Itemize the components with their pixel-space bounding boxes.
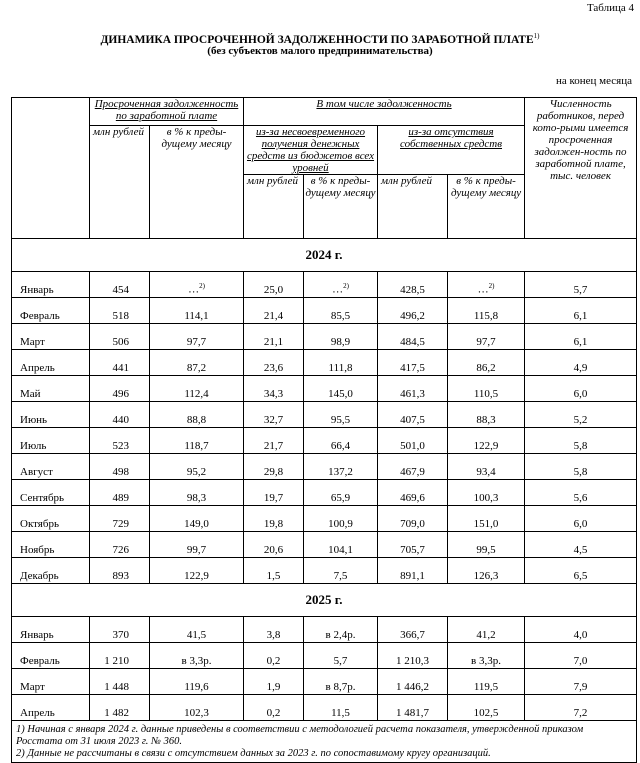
cell-value: 5,8 [573, 440, 588, 452]
table-row [12, 532, 637, 558]
cell-v2 [150, 376, 244, 402]
cell-v6 [448, 376, 525, 402]
cell-v2 [150, 298, 244, 324]
cell-v4 [304, 272, 378, 298]
cell-value: 11,5 [331, 707, 350, 719]
footnote: 2) Данные не рассчитаны в связи с отсутствием данных за 2023 г. по сопоставимому кругу организаций. [16, 748, 491, 759]
cell-v4 [304, 558, 378, 584]
cell-value: 5,6 [573, 492, 588, 504]
header-workers: Численность работников, перед кото-рыми имеется просроченная задолжен-ность по заработной плате, тыс. человек [525, 98, 637, 239]
row-month [12, 617, 90, 643]
cell-value: 407,5 [400, 414, 425, 426]
cell-v7 [525, 532, 637, 558]
cell-value: 118,7 [184, 440, 209, 452]
cell-value: 114,1 [184, 310, 209, 322]
table-row [12, 558, 637, 584]
cell-v2 [150, 695, 244, 721]
cell-v2 [150, 272, 244, 298]
cell-value: 370 [112, 629, 129, 641]
cell-v2 [150, 643, 244, 669]
cell-v6 [448, 695, 525, 721]
cell-value: 97,7 [186, 336, 207, 348]
table-title: ДИНАМИКА ПРОСРОЧЕННОЙ ЗАДОЛЖЕННОСТИ ПО ЗАРАБОТНОЙ ПЛАТЕ$^{1)}$ [100, 32, 540, 46]
cell-value: 3,8 [266, 629, 281, 641]
cell-v2 [150, 402, 244, 428]
cell-value: 518 [112, 310, 129, 322]
cell-v2 [150, 350, 244, 376]
cell-value: 21,7 [263, 440, 284, 452]
cell-value: 0,2 [266, 655, 281, 667]
cell-value: 102,3 [184, 707, 209, 719]
cell-v7 [525, 454, 637, 480]
cell-value: 20,6 [263, 544, 284, 556]
cell-value: Декабрь [20, 570, 59, 582]
cell-value: 6,1 [573, 310, 588, 322]
cell-value: 97,7 [476, 336, 496, 348]
row-month [12, 558, 90, 584]
cell-value: 126,3 [473, 570, 499, 582]
cell-value: Апрель [20, 362, 55, 374]
table-row [12, 617, 637, 643]
cell-v3 [244, 376, 304, 402]
header-mln-own: млн рублей [378, 175, 448, 239]
cell-v6 [448, 669, 525, 695]
table-row [12, 402, 637, 428]
year-header: 2024 г. [12, 239, 637, 272]
cell-value: 729 [112, 518, 129, 530]
row-month [12, 402, 90, 428]
cell-value: Ноябрь [20, 544, 55, 556]
cell-v4 [304, 376, 378, 402]
cell-value: 498 [112, 466, 129, 478]
cell-value: 467,9 [400, 466, 425, 478]
cell-v6 [448, 350, 525, 376]
row-month [12, 298, 90, 324]
cell-value: 122,9 [473, 440, 499, 452]
cell-v3 [244, 428, 304, 454]
cell-v2 [150, 532, 244, 558]
cell-v1 [90, 324, 150, 350]
row-month [12, 428, 90, 454]
cell-v5 [378, 376, 448, 402]
cell-value: … [332, 284, 344, 296]
header-pct-total: в % к преды-дущему месяцу [150, 126, 244, 239]
cell-value: 709,0 [400, 518, 425, 530]
cell-value: 99,7 [186, 544, 207, 556]
cell-value: 5,8 [573, 466, 588, 478]
row-month [12, 643, 90, 669]
cell-value: Январь [20, 284, 54, 296]
cell-value: 104,1 [328, 544, 353, 556]
table-row [12, 428, 637, 454]
cell-v3 [244, 506, 304, 532]
cell-value: 111,8 [328, 362, 353, 374]
cell-value: 4,5 [573, 544, 588, 556]
cell-value: 112,4 [184, 388, 209, 400]
cell-value: в 3,3р. [471, 655, 501, 667]
cell-v5 [378, 350, 448, 376]
cell-v4 [304, 454, 378, 480]
cell-value: 21,1 [263, 336, 284, 348]
cell-v7 [525, 324, 637, 350]
cell-v7 [525, 506, 637, 532]
cell-value: 41,5 [186, 629, 207, 641]
cell-v1 [90, 558, 150, 584]
header-incl-group: В том числе задолженность [244, 98, 525, 126]
year-header: 2025 г. [12, 584, 637, 617]
cell-value: 32,7 [263, 414, 284, 426]
cell-v2 [150, 506, 244, 532]
cell-value: 891,1 [400, 570, 425, 582]
cell-v4 [304, 324, 378, 350]
cell-v5 [378, 532, 448, 558]
cell-value: 66,4 [330, 440, 351, 452]
cell-value: 7,0 [573, 655, 588, 667]
cell-v4 [304, 402, 378, 428]
cell-v1 [90, 428, 150, 454]
cell-value: 523 [112, 440, 129, 452]
cell-value: 496 [112, 388, 129, 400]
cell-value: 501,0 [400, 440, 425, 452]
cell-value: 110,5 [473, 388, 499, 400]
table-number: Таблица 4 [586, 2, 634, 14]
table-row [12, 272, 637, 298]
cell-value: Март [20, 336, 45, 348]
cell-v4 [304, 298, 378, 324]
cell-value: 6,5 [573, 570, 588, 582]
cell-value: 19,7 [263, 492, 284, 504]
cell-value: 119,5 [473, 681, 499, 693]
cell-value: 4,0 [573, 629, 588, 641]
cell-v5 [378, 272, 448, 298]
cell-value: 5,7 [333, 655, 348, 667]
cell-v1 [90, 376, 150, 402]
cell-value: 99,5 [476, 544, 496, 556]
row-month [12, 324, 90, 350]
cell-v6 [448, 558, 525, 584]
cell-v1 [90, 617, 150, 643]
cell-v3 [244, 402, 304, 428]
cell-v4 [304, 617, 378, 643]
cell-value: 93,4 [476, 466, 496, 478]
cell-value: 484,5 [400, 336, 425, 348]
table-row [12, 669, 637, 695]
cell-v7 [525, 402, 637, 428]
cell-v1 [90, 272, 150, 298]
cell-v1 [90, 454, 150, 480]
cell-v5 [378, 617, 448, 643]
cell-value: 441 [112, 362, 129, 374]
header-pct-own: в % к преды-дущему месяцу [448, 175, 525, 239]
cell-v6 [448, 298, 525, 324]
cell-value: 88,3 [476, 414, 496, 426]
cell-v5 [378, 402, 448, 428]
cell-v4 [304, 643, 378, 669]
cell-v7 [525, 428, 637, 454]
cell-value: 122,9 [184, 570, 209, 582]
cell-v4 [304, 532, 378, 558]
cell-v4 [304, 480, 378, 506]
cell-value: 100,3 [473, 492, 499, 504]
table-row [12, 376, 637, 402]
cell-v5 [378, 558, 448, 584]
arrears-table [11, 97, 637, 763]
cell-v5 [378, 324, 448, 350]
period-note: на конец месяца [555, 75, 632, 87]
footnote-mark: 2) [343, 282, 349, 291]
cell-v2 [150, 558, 244, 584]
cell-v6 [448, 506, 525, 532]
cell-value: Март [20, 681, 45, 693]
cell-value: Апрель [20, 707, 55, 719]
header-mln-budget: млн рублей [244, 175, 304, 239]
cell-value: в 3,3р. [181, 655, 212, 667]
table-row [12, 350, 637, 376]
cell-value: Октябрь [20, 518, 59, 530]
cell-value: 5,2 [573, 414, 588, 426]
cell-value: 137,2 [328, 466, 353, 478]
cell-v5 [378, 428, 448, 454]
cell-v5 [378, 298, 448, 324]
header-pct-budget: в % к преды-дущему месяцу [304, 175, 378, 239]
cell-v1 [90, 350, 150, 376]
cell-value: 1 448 [104, 681, 129, 693]
cell-value: 7,9 [573, 681, 588, 693]
table-subtitle: (без субъектов малого предпринимательства) [207, 45, 433, 57]
cell-value: 115,8 [473, 310, 499, 322]
cell-v1 [90, 298, 150, 324]
row-month [12, 376, 90, 402]
cell-value: 489 [112, 492, 129, 504]
cell-v1 [90, 669, 150, 695]
cell-value: 506 [112, 336, 129, 348]
row-month [12, 532, 90, 558]
cell-v3 [244, 669, 304, 695]
cell-v5 [378, 454, 448, 480]
cell-v5 [378, 480, 448, 506]
cell-value: 1 481,7 [396, 707, 430, 719]
cell-v6 [448, 454, 525, 480]
cell-value: 6,0 [573, 388, 588, 400]
table-row [12, 454, 637, 480]
cell-v2 [150, 428, 244, 454]
row-month [12, 454, 90, 480]
cell-v7 [525, 298, 637, 324]
table-row [12, 643, 637, 669]
cell-value: 86,2 [476, 362, 496, 374]
cell-v6 [448, 643, 525, 669]
cell-value: 428,5 [400, 284, 425, 296]
cell-value: 88,8 [186, 414, 207, 426]
cell-v5 [378, 643, 448, 669]
cell-value: 145,0 [328, 388, 353, 400]
cell-v3 [244, 617, 304, 643]
cell-v3 [244, 272, 304, 298]
table-row [12, 695, 637, 721]
cell-value: 6,1 [573, 336, 588, 348]
cell-value: 41,2 [476, 629, 496, 641]
table-row [12, 480, 637, 506]
footnotes [12, 721, 637, 763]
cell-v3 [244, 480, 304, 506]
cell-v7 [525, 480, 637, 506]
cell-value: 149,0 [184, 518, 209, 530]
cell-v3 [244, 298, 304, 324]
cell-v7 [525, 272, 637, 298]
cell-v1 [90, 643, 150, 669]
cell-v7 [525, 669, 637, 695]
cell-value: Февраль [20, 655, 60, 667]
cell-value: 5,7 [573, 284, 588, 296]
cell-value: 100,9 [328, 518, 353, 530]
cell-v3 [244, 695, 304, 721]
cell-value: 7,5 [333, 570, 348, 582]
header-overdue-group: Просроченная задолженность по заработной плате [90, 98, 244, 126]
cell-value: 65,9 [330, 492, 351, 504]
cell-value: 34,3 [263, 388, 284, 400]
row-month [12, 506, 90, 532]
footnote: 1) Начиная с января 2024 г. данные приведены в соответствии с методологией расчета показателя, утвержденной приказом Росстата от 31 июля 2023 г. № 360. [16, 724, 584, 747]
cell-value: 0,2 [266, 707, 281, 719]
cell-value: 95,2 [186, 466, 207, 478]
header-blank [12, 98, 90, 239]
cell-value: Июнь [20, 414, 48, 426]
cell-v2 [150, 324, 244, 350]
cell-v2 [150, 480, 244, 506]
row-month [12, 350, 90, 376]
cell-value: 85,5 [330, 310, 351, 322]
header-mln-total: млн рублей [90, 126, 150, 239]
cell-value: 461,3 [400, 388, 425, 400]
cell-v6 [448, 480, 525, 506]
cell-v4 [304, 428, 378, 454]
cell-value: 1,5 [266, 570, 281, 582]
table-row [12, 506, 637, 532]
cell-v2 [150, 617, 244, 643]
cell-v7 [525, 376, 637, 402]
cell-v4 [304, 669, 378, 695]
table-row [12, 298, 637, 324]
cell-v5 [378, 695, 448, 721]
cell-v7 [525, 617, 637, 643]
cell-value: 95,5 [330, 414, 351, 426]
cell-value: 29,8 [263, 466, 284, 478]
cell-v4 [304, 506, 378, 532]
cell-value: … [477, 284, 489, 296]
cell-v6 [448, 272, 525, 298]
cell-value: 417,5 [400, 362, 425, 374]
footnote-mark: 2) [199, 282, 205, 291]
cell-value: 1 482 [104, 707, 129, 719]
cell-value: 102,5 [473, 707, 499, 719]
cell-v1 [90, 695, 150, 721]
cell-value: 87,2 [186, 362, 207, 374]
cell-value: 366,7 [400, 629, 425, 641]
cell-v6 [448, 402, 525, 428]
table-row [12, 324, 637, 350]
cell-value: Август [20, 466, 53, 478]
cell-v3 [244, 643, 304, 669]
cell-v4 [304, 695, 378, 721]
footnote-mark: 2) [488, 282, 495, 291]
cell-v2 [150, 454, 244, 480]
cell-value: 23,6 [263, 362, 284, 374]
cell-value: 454 [112, 284, 129, 296]
cell-value: 21,4 [263, 310, 284, 322]
cell-v1 [90, 532, 150, 558]
cell-value: 25,0 [263, 284, 284, 296]
cell-v7 [525, 558, 637, 584]
cell-v3 [244, 454, 304, 480]
cell-v6 [448, 324, 525, 350]
cell-value: Июль [20, 440, 47, 452]
cell-v3 [244, 350, 304, 376]
cell-value: 6,0 [573, 518, 588, 530]
header-own-group: из-за отсутствия собственных средств [378, 126, 525, 175]
cell-value: Февраль [20, 310, 60, 322]
cell-v1 [90, 480, 150, 506]
cell-value: 7,2 [573, 707, 588, 719]
cell-value: 98,9 [330, 336, 351, 348]
cell-value: 4,9 [573, 362, 588, 374]
cell-v6 [448, 617, 525, 643]
cell-value: в 8,7р. [325, 681, 356, 693]
cell-v2 [150, 669, 244, 695]
cell-value: 1 210 [104, 655, 129, 667]
title-footnote-mark: 1) [533, 32, 540, 40]
cell-v3 [244, 532, 304, 558]
cell-value: 726 [112, 544, 129, 556]
cell-value: Май [20, 388, 41, 400]
cell-value: 469,6 [400, 492, 425, 504]
cell-value: Сентябрь [20, 492, 65, 504]
row-month [12, 695, 90, 721]
cell-value: 19,8 [263, 518, 284, 530]
cell-v7 [525, 643, 637, 669]
cell-v3 [244, 324, 304, 350]
cell-value: 1,9 [266, 681, 281, 693]
cell-v7 [525, 695, 637, 721]
cell-value: … [188, 284, 200, 296]
header-budget-group: из-за несвоевременного получения денежных средств из бюджетов всех уровней [244, 126, 378, 175]
cell-value: Январь [20, 629, 54, 641]
cell-v5 [378, 669, 448, 695]
cell-v1 [90, 402, 150, 428]
cell-value: 440 [112, 414, 129, 426]
row-month [12, 272, 90, 298]
cell-v4 [304, 350, 378, 376]
cell-value: 705,7 [400, 544, 425, 556]
cell-value: 119,6 [184, 681, 209, 693]
cell-v5 [378, 506, 448, 532]
cell-value: 893 [112, 570, 129, 582]
cell-value: 1 210,3 [396, 655, 430, 667]
row-month [12, 669, 90, 695]
cell-v1 [90, 506, 150, 532]
cell-value: 1 446,2 [396, 681, 430, 693]
cell-value: в 2,4р. [325, 629, 356, 641]
cell-v6 [448, 532, 525, 558]
cell-value: 151,0 [473, 518, 499, 530]
cell-v6 [448, 428, 525, 454]
cell-v3 [244, 558, 304, 584]
cell-v7 [525, 350, 637, 376]
row-month [12, 480, 90, 506]
cell-value: 98,3 [186, 492, 207, 504]
cell-value: 496,2 [400, 310, 425, 322]
